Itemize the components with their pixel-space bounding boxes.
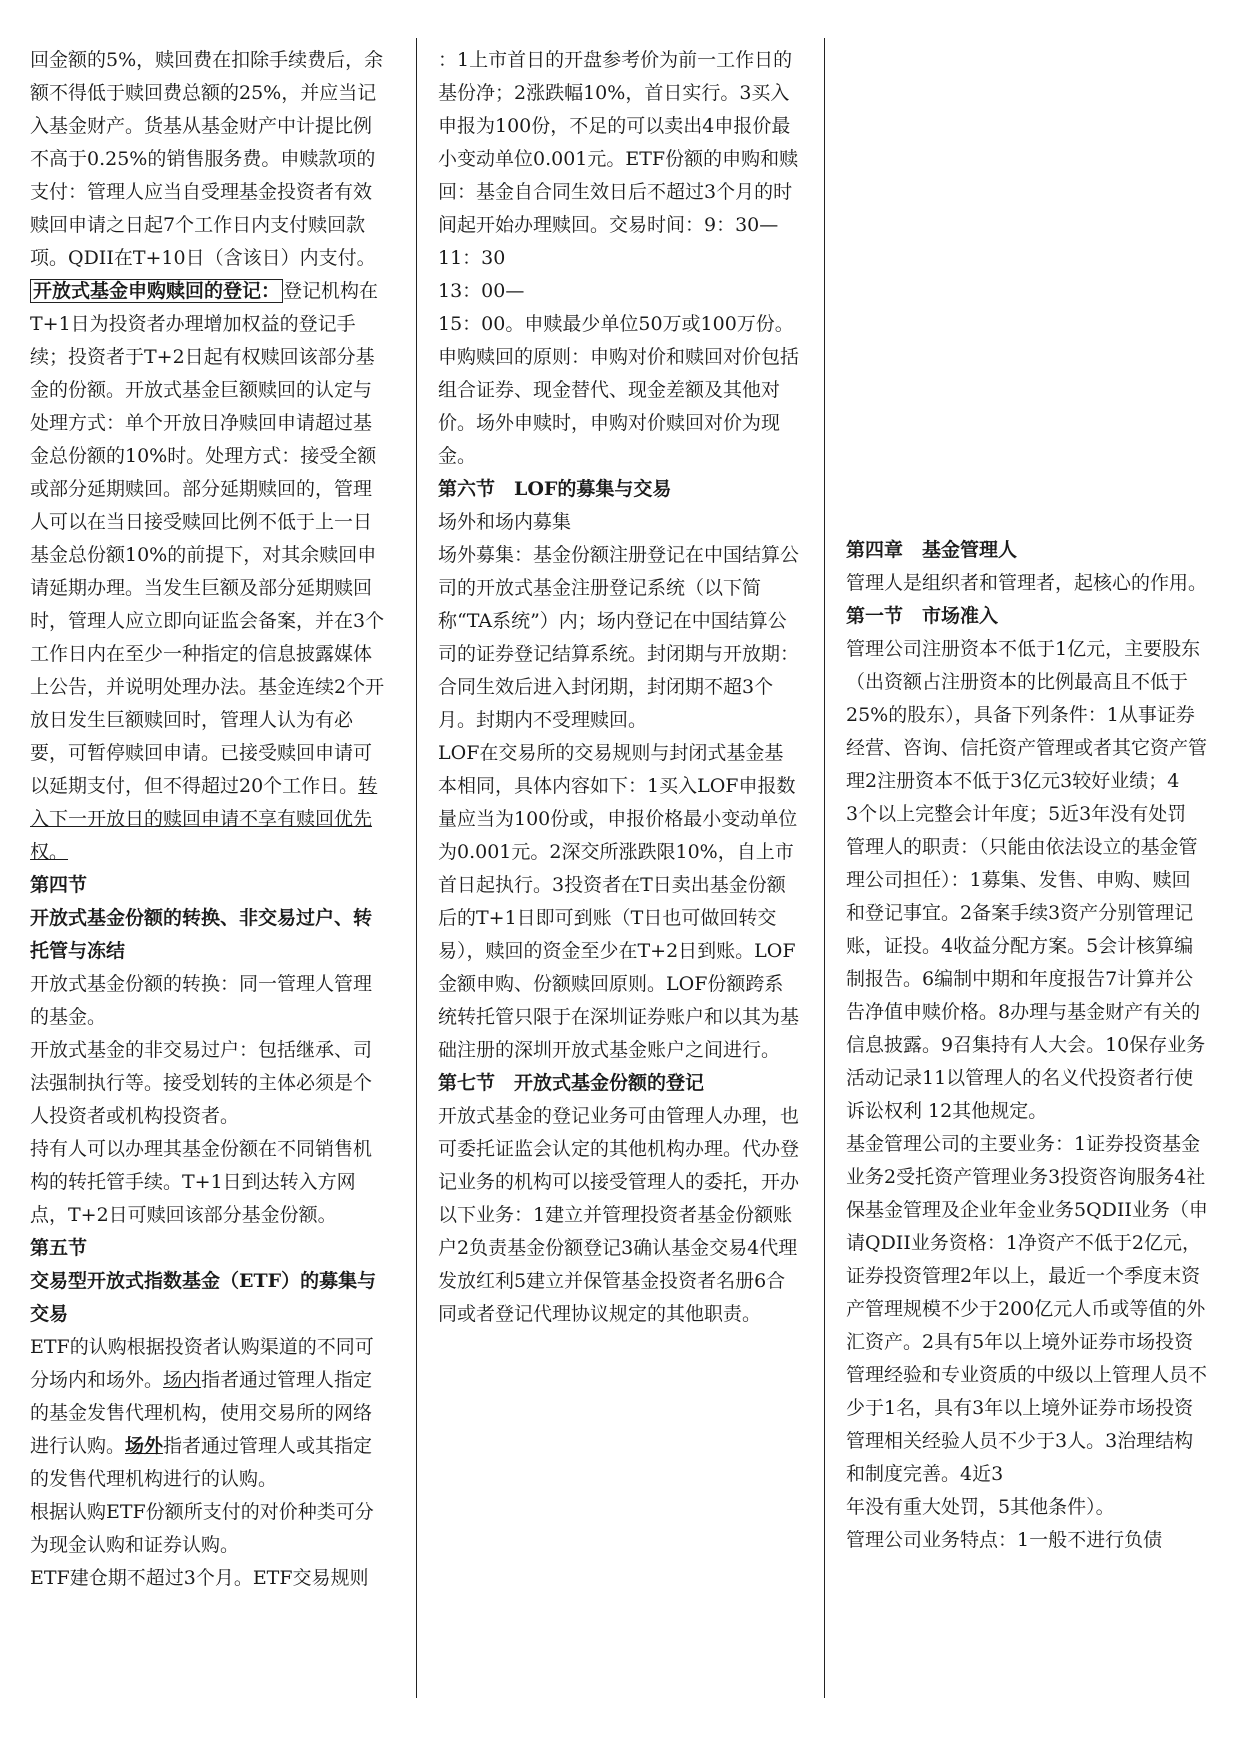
paragraph: 回金额的5%，赎回费在扣除手续费后，余额不得低于赎回费总额的25%，并应当记入基金财产。货基从基金财产中计提比例不高于0.25%的销售服务费。申赎款项的支付：管理人应当自受理基金投资者有效赎回申请之日起7个工作日内支付赎回款项。QDII在T+10日（含该日）内支付。 (30, 49, 384, 269)
paragraph: 3个以上完整会计年度；5近3年没有处罚 (846, 803, 1187, 825)
paragraph: 管理公司业务特点：1一般不进行负债 (846, 1529, 1163, 1551)
section-title: 交易型开放式指数基金（ETF）的募集与交易 (30, 1270, 377, 1325)
paragraph: 基金管理公司的主要业务：1证券投资基金业务2受托资产管理业务3投资咨询服务4社保基金管理及企业年金业务5QDII业务（申请QDII业务资格：1净资产不低于2亿元，证券投资管理2年以上，最近一个季度末资产管理规模不少于200亿元人币或等值的外汇资产。2具有5年以上境外证券市场投资管理经验和专业资质的中级以上管理人员不少于1名，具有3年以上境外证券市场投资管理相关经验人员不少于3人。3治理结构和制度完善。4近3 (846, 1133, 1208, 1485)
column-divider (416, 38, 417, 1698)
paragraph-text: 指者通过管理人或其指定的发售代理机构进行的认购。 (30, 1435, 373, 1490)
paragraph: 开放式基金的非交易过户：包括继承、司法强制执行等。接受划转的主体必须是个人投资者或机构投资者。 (30, 1039, 373, 1127)
column-right (846, 534, 1208, 1557)
paragraph-text: 登记机构在T+1日为投资者办理增加权益的登记手续；投资者于T+2日起有权赎回该部分基金的份额。开放式基金巨额赎回的认定与处理方式：单个开放日净赎回申请超过基金总份额的10%时。处理方式：接受全额或部分延期赎回。部分延期赎回的，管理人可以在当日接受赎回比例不低于上一日基金总份额10%的前提下，对其余赎回申请延期办理。当发生巨额及部分延期赎回时，管理人应立即向证监会备案，并在3个工作日内在至少一种指定的信息披露媒体上公告，并说明处理办法。基金连续2个开放日发生巨额赎回时，管理人认为有必要，可暂停赎回申请。已接受赎回申请可以延期支付，但不得超过20个工作日。 (30, 280, 385, 797)
paragraph-text: 指者通过管理人指定的基金发售代理机构，使用交易所的网络进行认购。 (30, 1369, 373, 1457)
section-title: 开放式基金份额的转换、非交易过户、转托管与冻结 (30, 907, 373, 962)
chapter-heading: 第四章 基金管理人 (846, 539, 1018, 561)
paragraph: 管理人的职责：（只能由依法设立的基金管理公司担任）：1募集、发售、申购、赎回和登记事宜。2备案手续3资产分别管理记账，证投。4收益分配方案。5会计核算编制报告。6编制中期和年度报告7计算并公告净值申赎价格。8办理与基金财产有关的信息披露。9召集持有人大会。10保存业务活动记录11以管理人的名义代投资者行使诉讼权利 12其他规定。 (846, 836, 1206, 1122)
paragraph: 场外募集：基金份额注册登记在中国结算公司的开放式基金注册登记系统（以下简称“TA系统”）内；场内登记在中国结算公司的证券登记结算系统。封闭期与开放期：合同生效后进入封闭期，封闭期不超3个月。封期内不受理赎回。 (438, 544, 800, 731)
underlined-text: 场外 (125, 1435, 164, 1457)
section-heading: 第七节 开放式基金份额的登记 (438, 1072, 705, 1094)
paragraph (30, 1331, 390, 1496)
paragraph: 开放式基金的登记业务可由管理人办理，也可委托证监会认定的其他机构办理。代办登记业务的机构可以接受管理人的委托，开办以下业务：1建立并管理投资者基金份额账户2负责基金份额登记3确认基金交易4代理发放红利5建立并保管基金投资者名册6合同或者登记代理协议规定的其他职责。 (438, 1105, 800, 1325)
column-divider (824, 38, 825, 1698)
section-heading: 第五节 (30, 1237, 88, 1259)
section-heading: 第六节 LOF的募集与交易 (438, 478, 672, 500)
paragraph: 13：00— (438, 280, 525, 302)
underlined-text: 场内 (163, 1369, 202, 1391)
paragraph: 管理人是组织者和管理者，起核心的作用。 (846, 572, 1208, 594)
paragraph: 持有人可以办理其基金份额在不同销售机构的转托管手续。T+1日到达转入方网点，T+2日可赎回该部分基金份额。 (30, 1138, 373, 1226)
column-left (30, 44, 390, 1595)
paragraph: 年没有重大处罚，5其他条件）。 (846, 1496, 1115, 1518)
paragraph: 场外和场内募集 (438, 511, 572, 533)
paragraph: 管理公司注册资本不低于1亿元，主要股东（出资额占注册资本的比例最高且不低于25%的股东），具备下列条件：1从事证券经营、咨询、信托资产管理或者其它资产管理2注册资本不低于3亿元3较好业绩；4 (846, 638, 1208, 792)
paragraph: 15：00。申赎最少单位50万或100万份。申购赎回的原则：申购对价和赎回对价包括组合证券、现金替代、现金差额及其他对价。场外申赎时，申购对价赎回对价为现金。 (438, 313, 800, 467)
paragraph: ：1上市首日的开盘参考价为前一工作日的基份净；2涨跌幅10%，首日实行。3买入申报为100份，不足的可以卖出4申报价最小变动单位0.001元。ETF份额的申购和赎回：基金自合同生效日后不超过3个月的时间起开始办理赎回。交易时间：9：30—11：30 (438, 49, 799, 269)
column-middle (438, 44, 800, 1331)
paragraph: ETF建仓期不超过3个月。ETF交易规则 (30, 1567, 369, 1589)
paragraph-text: ETF的认购根据投资者认购渠道的不同可分场内和场外。 (30, 1336, 374, 1391)
paragraph: LOF在交易所的交易规则与封闭式基金基本相同，具体内容如下：1买入LOF申报数量应当为100份或，申报价格最小变动单位为0.001元。2深交所涨跌限10%，自上市首日起执行。3投资者在T日卖出基金份额后的T+1日即可到账（T日也可做回转交易），赎回的资金至少在T+2日到账。LOF金额申购、份额赎回原则。LOF份额跨系统转托管只限于在深圳证券账户和以其为基础注册的深圳开放式基金账户之间进行。 (438, 742, 800, 1061)
paragraph: 开放式基金份额的转换：同一管理人管理的基金。 (30, 973, 373, 1028)
boxed-heading: 开放式基金申购赎回的登记： (30, 279, 283, 303)
underlined-text: 转入下一开放日的赎回申请不享有赎回优先权。 (30, 775, 378, 863)
section-heading: 第一节 市场准入 (846, 605, 999, 627)
paragraph (30, 275, 390, 869)
paragraph: 根据认购ETF份额所支付的对价种类可分为现金认购和证券认购。 (30, 1501, 374, 1556)
section-heading: 第四节 (30, 874, 88, 896)
